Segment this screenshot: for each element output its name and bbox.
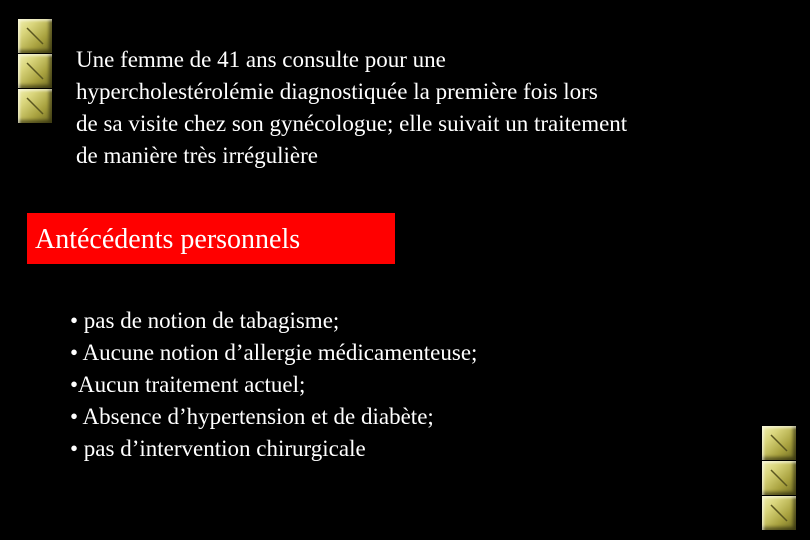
bevel-square-icon[interactable] xyxy=(762,461,796,495)
list-item: • Absence d’hypertension et de diabète; xyxy=(70,404,434,429)
section-title: Antécédents personnels xyxy=(27,213,395,264)
intro-line: hypercholestérolémie diagnostiquée la première fois lors xyxy=(76,79,598,104)
list-item: • pas d’intervention chirurgicale xyxy=(70,436,366,461)
bevel-square-icon xyxy=(18,89,52,123)
bevel-square-icon[interactable] xyxy=(762,426,796,460)
history-list xyxy=(70,305,477,465)
bevel-square-icon xyxy=(18,19,52,53)
list-item: • pas de notion de tabagisme; xyxy=(70,308,340,333)
intro-line: Une femme de 41 ans consulte pour une xyxy=(76,47,446,72)
bevel-square-icon xyxy=(18,54,52,88)
bevel-square-icon[interactable] xyxy=(762,496,796,530)
intro-line: de sa visite chez son gynécologue; elle suivait un traitement xyxy=(76,111,628,136)
intro-line: de manière très irrégulière xyxy=(76,143,319,168)
intro-paragraph xyxy=(76,44,766,172)
list-item: •Aucun traitement actuel; xyxy=(70,372,306,397)
list-item: • Aucune notion d’allergie médicamenteuse; xyxy=(70,340,478,365)
